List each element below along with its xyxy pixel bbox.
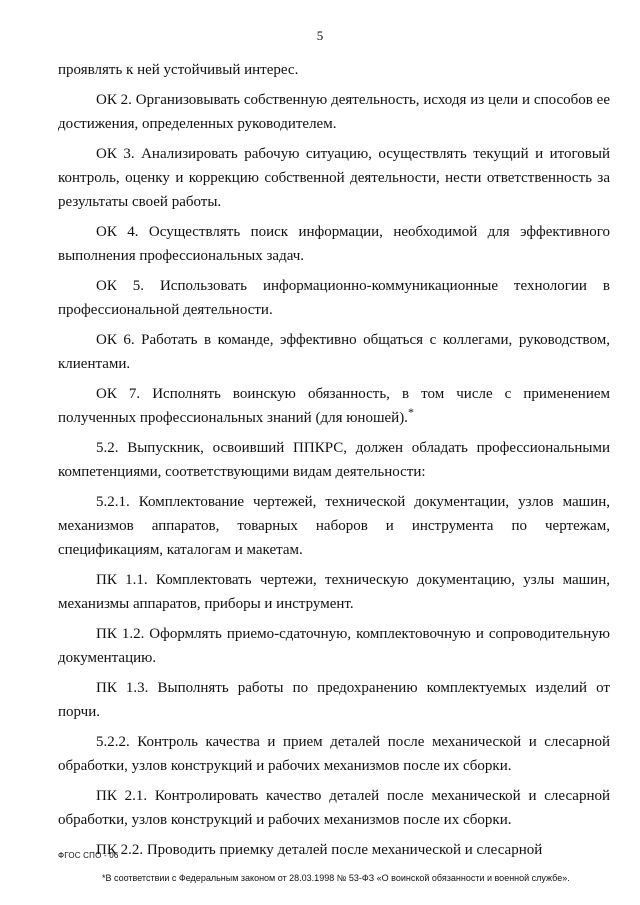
paragraph: 5.2.1. Комплектование чертежей, технической документации, узлов машин, механизмов аппаратов, товарных наборов и инструмента по чертежам, спецификациям, каталогам и макетам.	[58, 494, 610, 558]
paragraph: ПК 1.3. Выполнять работы по предохранению комплектуемых изделий от порчи.	[58, 680, 610, 720]
paragraph: проявлять к ней устойчивый интерес.	[58, 62, 299, 78]
paragraph: ОК 3. Анализировать рабочую ситуацию, осуществлять текущий и итоговый контроль, оценку и коррекцию собственной деятельности, нести ответственность за результаты своей работы.	[58, 146, 610, 210]
paragraph: ПК 2.1. Контролировать качество деталей после механической и слесарной обработки, узлов конструкций и рабочих механизмов после их сборки.	[58, 788, 610, 828]
document-code: ФГОС СПО - 06	[58, 851, 119, 860]
document-body	[58, 58, 610, 868]
paragraph: 5.2. Выпускник, освоивший ППКРС, должен обладать профессиональными компетенциями, соответствующими видам деятельности:	[58, 440, 610, 480]
paragraph: ОК 2. Организовывать собственную деятельность, исходя из цели и способов ее достижения, определенных руководителем.	[58, 92, 610, 132]
paragraph: ОК 5. Использовать информационно-коммуникационные технологии в профессиональной деятельности.	[58, 278, 610, 318]
paragraph: ПК 2.2. Проводить приемку деталей после механической и слесарной	[96, 842, 543, 858]
paragraph: ПК 1.1. Комплектовать чертежи, техническую документацию, узлы машин, механизмы аппаратов, приборы и инструмент.	[58, 572, 610, 612]
paragraph: ОК 4. Осуществлять поиск информации, необходимой для эффективного выполнения профессиональных задач.	[58, 224, 610, 264]
paragraph: ПК 1.2. Оформлять приемо-сдаточную, комплектовочную и сопроводительную документацию.	[58, 626, 610, 666]
footnote: *В соответствии с Федеральным законом от 28.03.1998 № 53-ФЗ «О воинской обязанности и военной службе».	[102, 873, 570, 883]
footnote-mark: *	[407, 405, 414, 419]
page-number: 5	[316, 28, 324, 43]
paragraph: 5.2.2. Контроль качества и прием деталей после механической и слесарной обработки, узлов конструкций и рабочих механизмов после их сборки.	[58, 734, 610, 774]
paragraph: ОК 6. Работать в команде, эффективно общаться с коллегами, руководством, клиентами.	[58, 332, 610, 372]
paragraph: ОК 7. Исполнять воинскую обязанность, в том числе с применением полученных профессиональных знаний (для юношей).*	[58, 386, 610, 426]
